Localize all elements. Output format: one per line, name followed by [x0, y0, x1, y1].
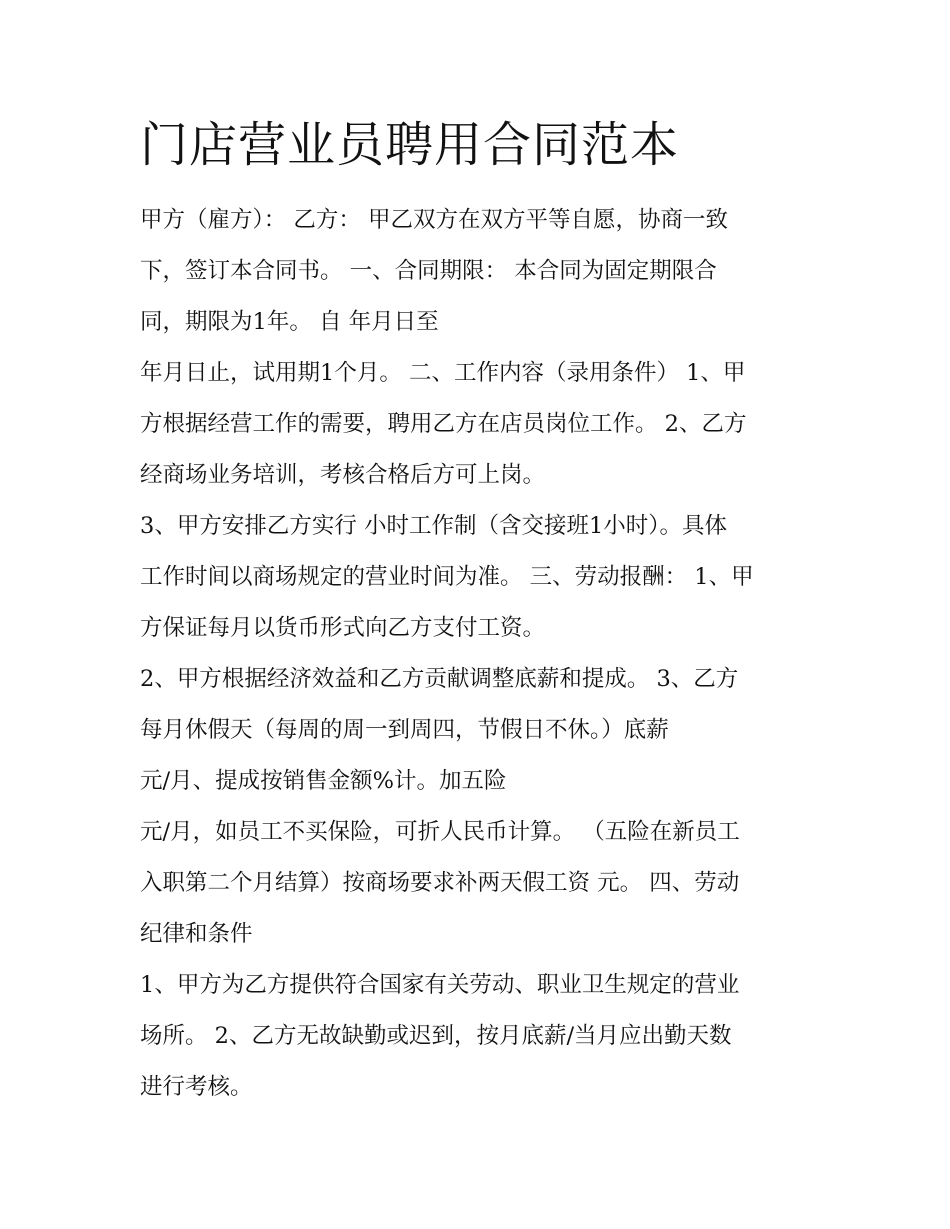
body-line: 2、甲方根据经济效益和乙方贡献调整底薪和提成。 3、乙方 — [140, 666, 739, 692]
body-line: 下，签订本合同书。 一、合同期限： 本合同为固定期限合 — [140, 258, 717, 284]
document-title: 门店营业员聘用合同范本 — [140, 117, 680, 173]
body-line: 进行考核。 — [140, 1074, 253, 1100]
body-line: 每月休假天（每周的周一到周四，节假日不休。）底薪 — [140, 717, 669, 743]
body-line: 工作时间以商场规定的营业时间为准。 三、劳动报酬： 1、甲 — [140, 564, 754, 590]
body-line: 元/月，如员工不买保险，可折人民币计算。 （五险在新员工 — [140, 819, 740, 845]
body-line: 纪律和条件 — [140, 921, 253, 947]
body-line: 3、甲方安排乙方实行 小时工作制（含交接班1小时）。具体 — [140, 513, 728, 539]
body-line: 甲方（雇方）： 乙方： 甲乙双方在双方平等自愿，协商一致 — [140, 207, 729, 233]
body-line: 入职第二个月结算）按商场要求补两天假工资 元。 四、劳动 — [140, 870, 740, 896]
body-line: 经商场业务培训，考核合格后方可上岗。 — [140, 462, 546, 488]
body-line: 年月日止，试用期1个月。 二、工作内容（录用条件） 1、甲 — [140, 360, 746, 386]
document-body — [140, 195, 820, 1113]
body-line: 方保证每月以货币形式向乙方支付工资。 — [140, 615, 546, 641]
body-line: 方根据经营工作的需要，聘用乙方在店员岗位工作。 2、乙方 — [140, 411, 747, 437]
body-line: 同，期限为1年。 自 年月日至 — [140, 309, 439, 335]
body-line: 场所。 2、乙方无故缺勤或迟到，按月底薪/当月应出勤天数 — [140, 1023, 732, 1049]
body-line: 1、甲方为乙方提供符合国家有关劳动、职业卫生规定的营业 — [140, 972, 740, 998]
body-line: 元/月、提成按销售金额%计。加五险 — [140, 768, 507, 794]
